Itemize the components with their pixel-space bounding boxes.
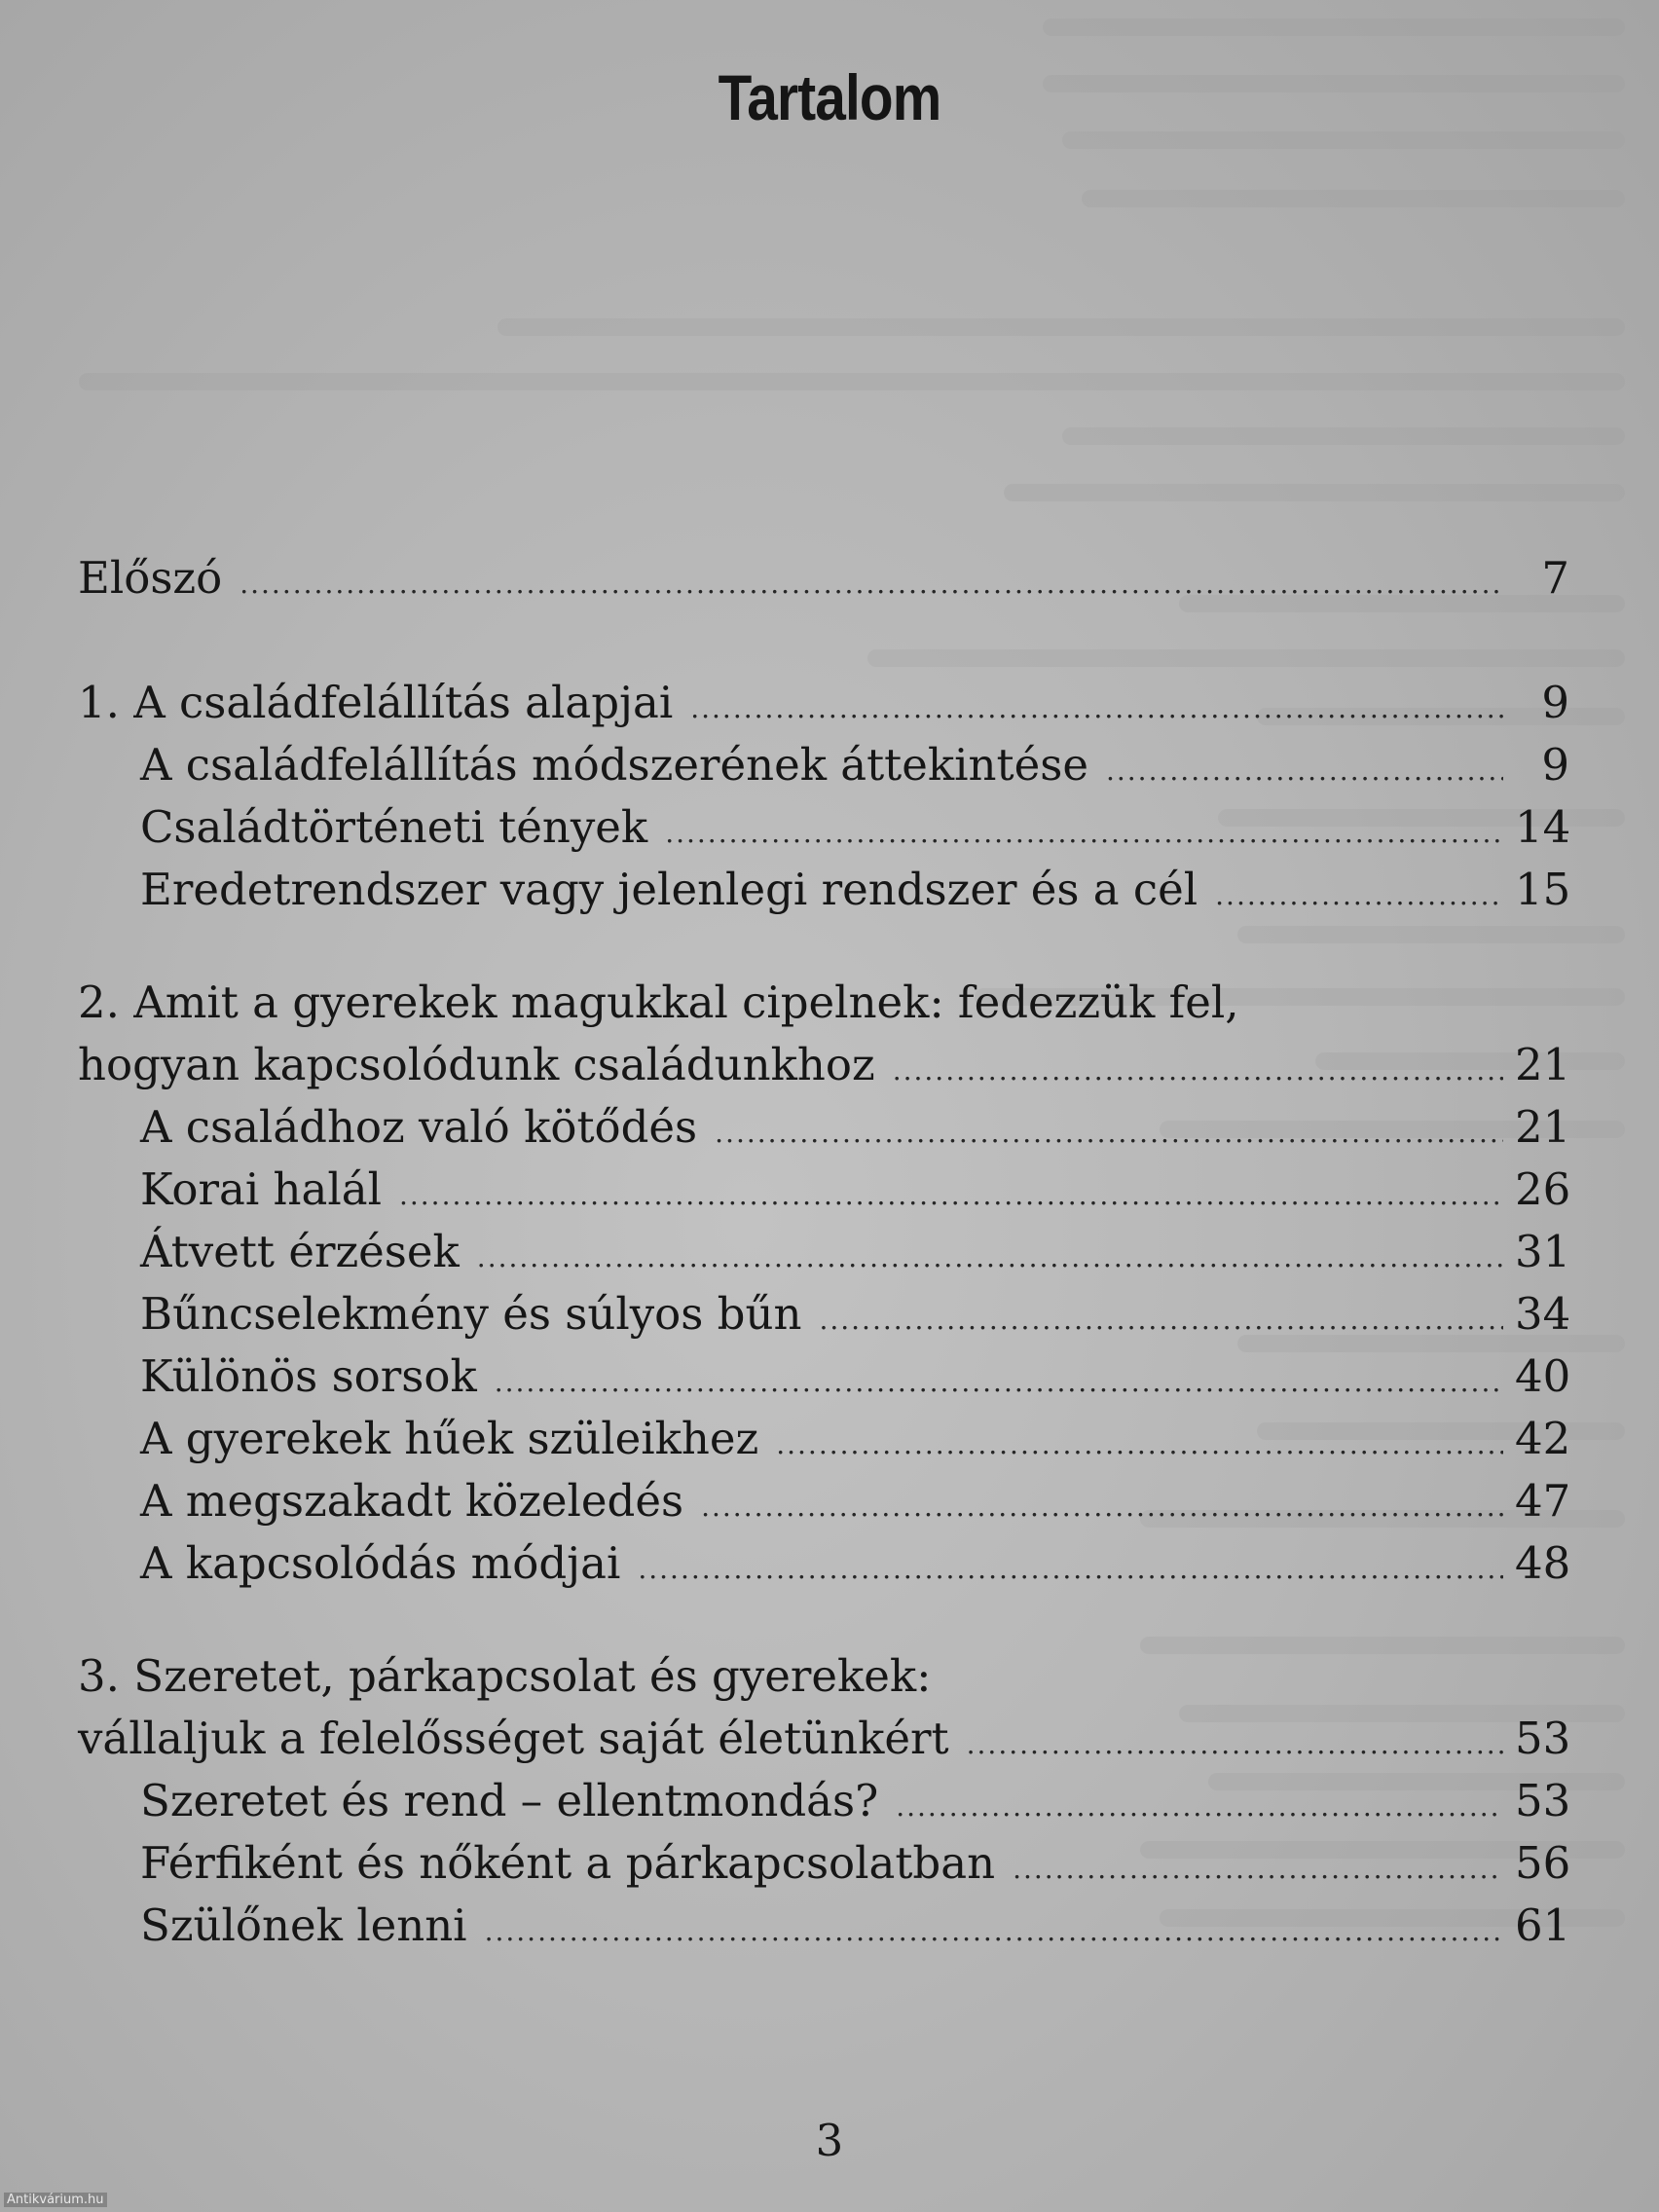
toc-section-label: Eredetrendszer vagy jelenlegi rendszer és a cél bbox=[140, 864, 1198, 915]
toc-section-label: Családtörténeti tények bbox=[140, 801, 648, 853]
spacer bbox=[78, 1595, 1569, 1645]
toc-section-label: A gyerekek hűek szüleikhez bbox=[140, 1413, 759, 1464]
dot-leader bbox=[690, 678, 1503, 740]
toc-page-number: 47 bbox=[1515, 1475, 1571, 1527]
toc-section[interactable] bbox=[78, 734, 1569, 796]
page-number: 3 bbox=[815, 2115, 844, 2166]
toc-section[interactable] bbox=[78, 1832, 1569, 1895]
toc-section-label: Férfiként és nőként a párkapcsolatban bbox=[140, 1837, 996, 1889]
toc-page-number: 40 bbox=[1515, 1350, 1571, 1402]
toc-section-label: Átvett érzések bbox=[140, 1226, 460, 1277]
dot-leader bbox=[665, 802, 1503, 865]
toc-section-label: Bűncselekmény és súlyos bűn bbox=[140, 1288, 802, 1340]
toc-entry-label: Előszó bbox=[78, 552, 223, 604]
toc-section[interactable] bbox=[78, 1346, 1569, 1408]
toc-section[interactable] bbox=[78, 859, 1569, 921]
toc-section[interactable] bbox=[78, 1283, 1569, 1346]
toc-section-label: A családhoz való kötődés bbox=[140, 1101, 698, 1153]
toc-page-number: 42 bbox=[1515, 1413, 1571, 1464]
toc-section[interactable] bbox=[78, 1470, 1569, 1532]
dot-leader bbox=[893, 1040, 1503, 1102]
toc-page-number: 48 bbox=[1515, 1537, 1571, 1589]
toc-chapter-title: vállaljuk a felelősséget saját életünkért bbox=[78, 1713, 949, 1764]
toc-section-label: A kapcsolódás módjai bbox=[140, 1537, 621, 1589]
toc-section[interactable] bbox=[78, 1770, 1569, 1832]
toc-page-number: 14 bbox=[1515, 801, 1571, 853]
site-watermark: Antikvárium.hu bbox=[4, 2193, 107, 2207]
dot-leader bbox=[819, 1289, 1503, 1351]
toc-chapter-title: hogyan kapcsolódunk családunkhoz bbox=[78, 1039, 875, 1090]
dot-leader bbox=[240, 553, 1503, 615]
toc-section-label: Szeretet és rend – ellentmondás? bbox=[140, 1775, 879, 1826]
dot-leader bbox=[477, 1227, 1503, 1289]
toc-page-number: 53 bbox=[1515, 1713, 1571, 1764]
toc-chapter-title: 1. A családfelállítás alapjai bbox=[78, 677, 674, 728]
toc-page-number: 21 bbox=[1515, 1101, 1571, 1153]
toc-page-number: 9 bbox=[1541, 739, 1569, 791]
spacer bbox=[78, 921, 1569, 972]
toc-page-number: 61 bbox=[1515, 1899, 1571, 1951]
toc-page-number: 26 bbox=[1515, 1163, 1571, 1215]
toc-chapter-2-title-line1[interactable]: 2. Amit a gyerekek magukkal cipelnek: fedezzük fel, bbox=[78, 977, 1239, 1028]
toc-page-number: 56 bbox=[1515, 1837, 1571, 1889]
toc-section-label: A családfelállítás módszerének áttekintése bbox=[140, 739, 1088, 791]
toc-section-label: Korai halál bbox=[140, 1163, 382, 1215]
toc-section[interactable] bbox=[78, 1895, 1569, 1957]
toc-section[interactable] bbox=[78, 796, 1569, 859]
spacer bbox=[78, 609, 1569, 672]
toc-page-number: 7 bbox=[1541, 552, 1569, 604]
dot-leader bbox=[967, 1714, 1503, 1776]
dot-leader bbox=[485, 1900, 1503, 1963]
toc-section-label: Különös sorsok bbox=[140, 1350, 477, 1402]
toc-section[interactable] bbox=[78, 1159, 1569, 1221]
table-of-contents bbox=[78, 547, 1569, 1957]
dot-leader bbox=[495, 1351, 1503, 1414]
toc-section[interactable] bbox=[78, 1408, 1569, 1470]
toc-chapter-2[interactable] bbox=[78, 1034, 1569, 1096]
toc-chapter-3-title-line1[interactable]: 3. Szeretet, párkapcsolat és gyerekek: bbox=[78, 1650, 932, 1702]
dot-leader bbox=[1215, 865, 1503, 927]
toc-section-label: A megszakadt közeledés bbox=[140, 1475, 684, 1527]
dot-leader bbox=[1013, 1838, 1503, 1900]
dot-leader bbox=[701, 1476, 1503, 1538]
page-title: Tartalom bbox=[718, 61, 941, 133]
toc-chapter-1[interactable] bbox=[78, 672, 1569, 734]
toc-page-number: 9 bbox=[1541, 677, 1569, 728]
dot-leader bbox=[1106, 740, 1503, 802]
dot-leader bbox=[776, 1414, 1503, 1476]
toc-page-number: 15 bbox=[1515, 864, 1571, 915]
dot-leader bbox=[399, 1164, 1503, 1227]
toc-section-label: Szülőnek lenni bbox=[140, 1899, 467, 1951]
toc-page-number: 21 bbox=[1515, 1039, 1571, 1090]
toc-entry-preface[interactable] bbox=[78, 547, 1569, 609]
toc-page-number: 31 bbox=[1515, 1226, 1571, 1277]
toc-section[interactable] bbox=[78, 1532, 1569, 1595]
dot-leader bbox=[715, 1102, 1503, 1164]
toc-page-number: 53 bbox=[1515, 1775, 1571, 1826]
toc-section[interactable] bbox=[78, 1221, 1569, 1283]
toc-page-number: 34 bbox=[1515, 1288, 1571, 1340]
toc-section[interactable] bbox=[78, 1096, 1569, 1159]
toc-chapter-3[interactable] bbox=[78, 1708, 1569, 1770]
dot-leader bbox=[638, 1538, 1503, 1601]
dot-leader bbox=[896, 1776, 1503, 1838]
